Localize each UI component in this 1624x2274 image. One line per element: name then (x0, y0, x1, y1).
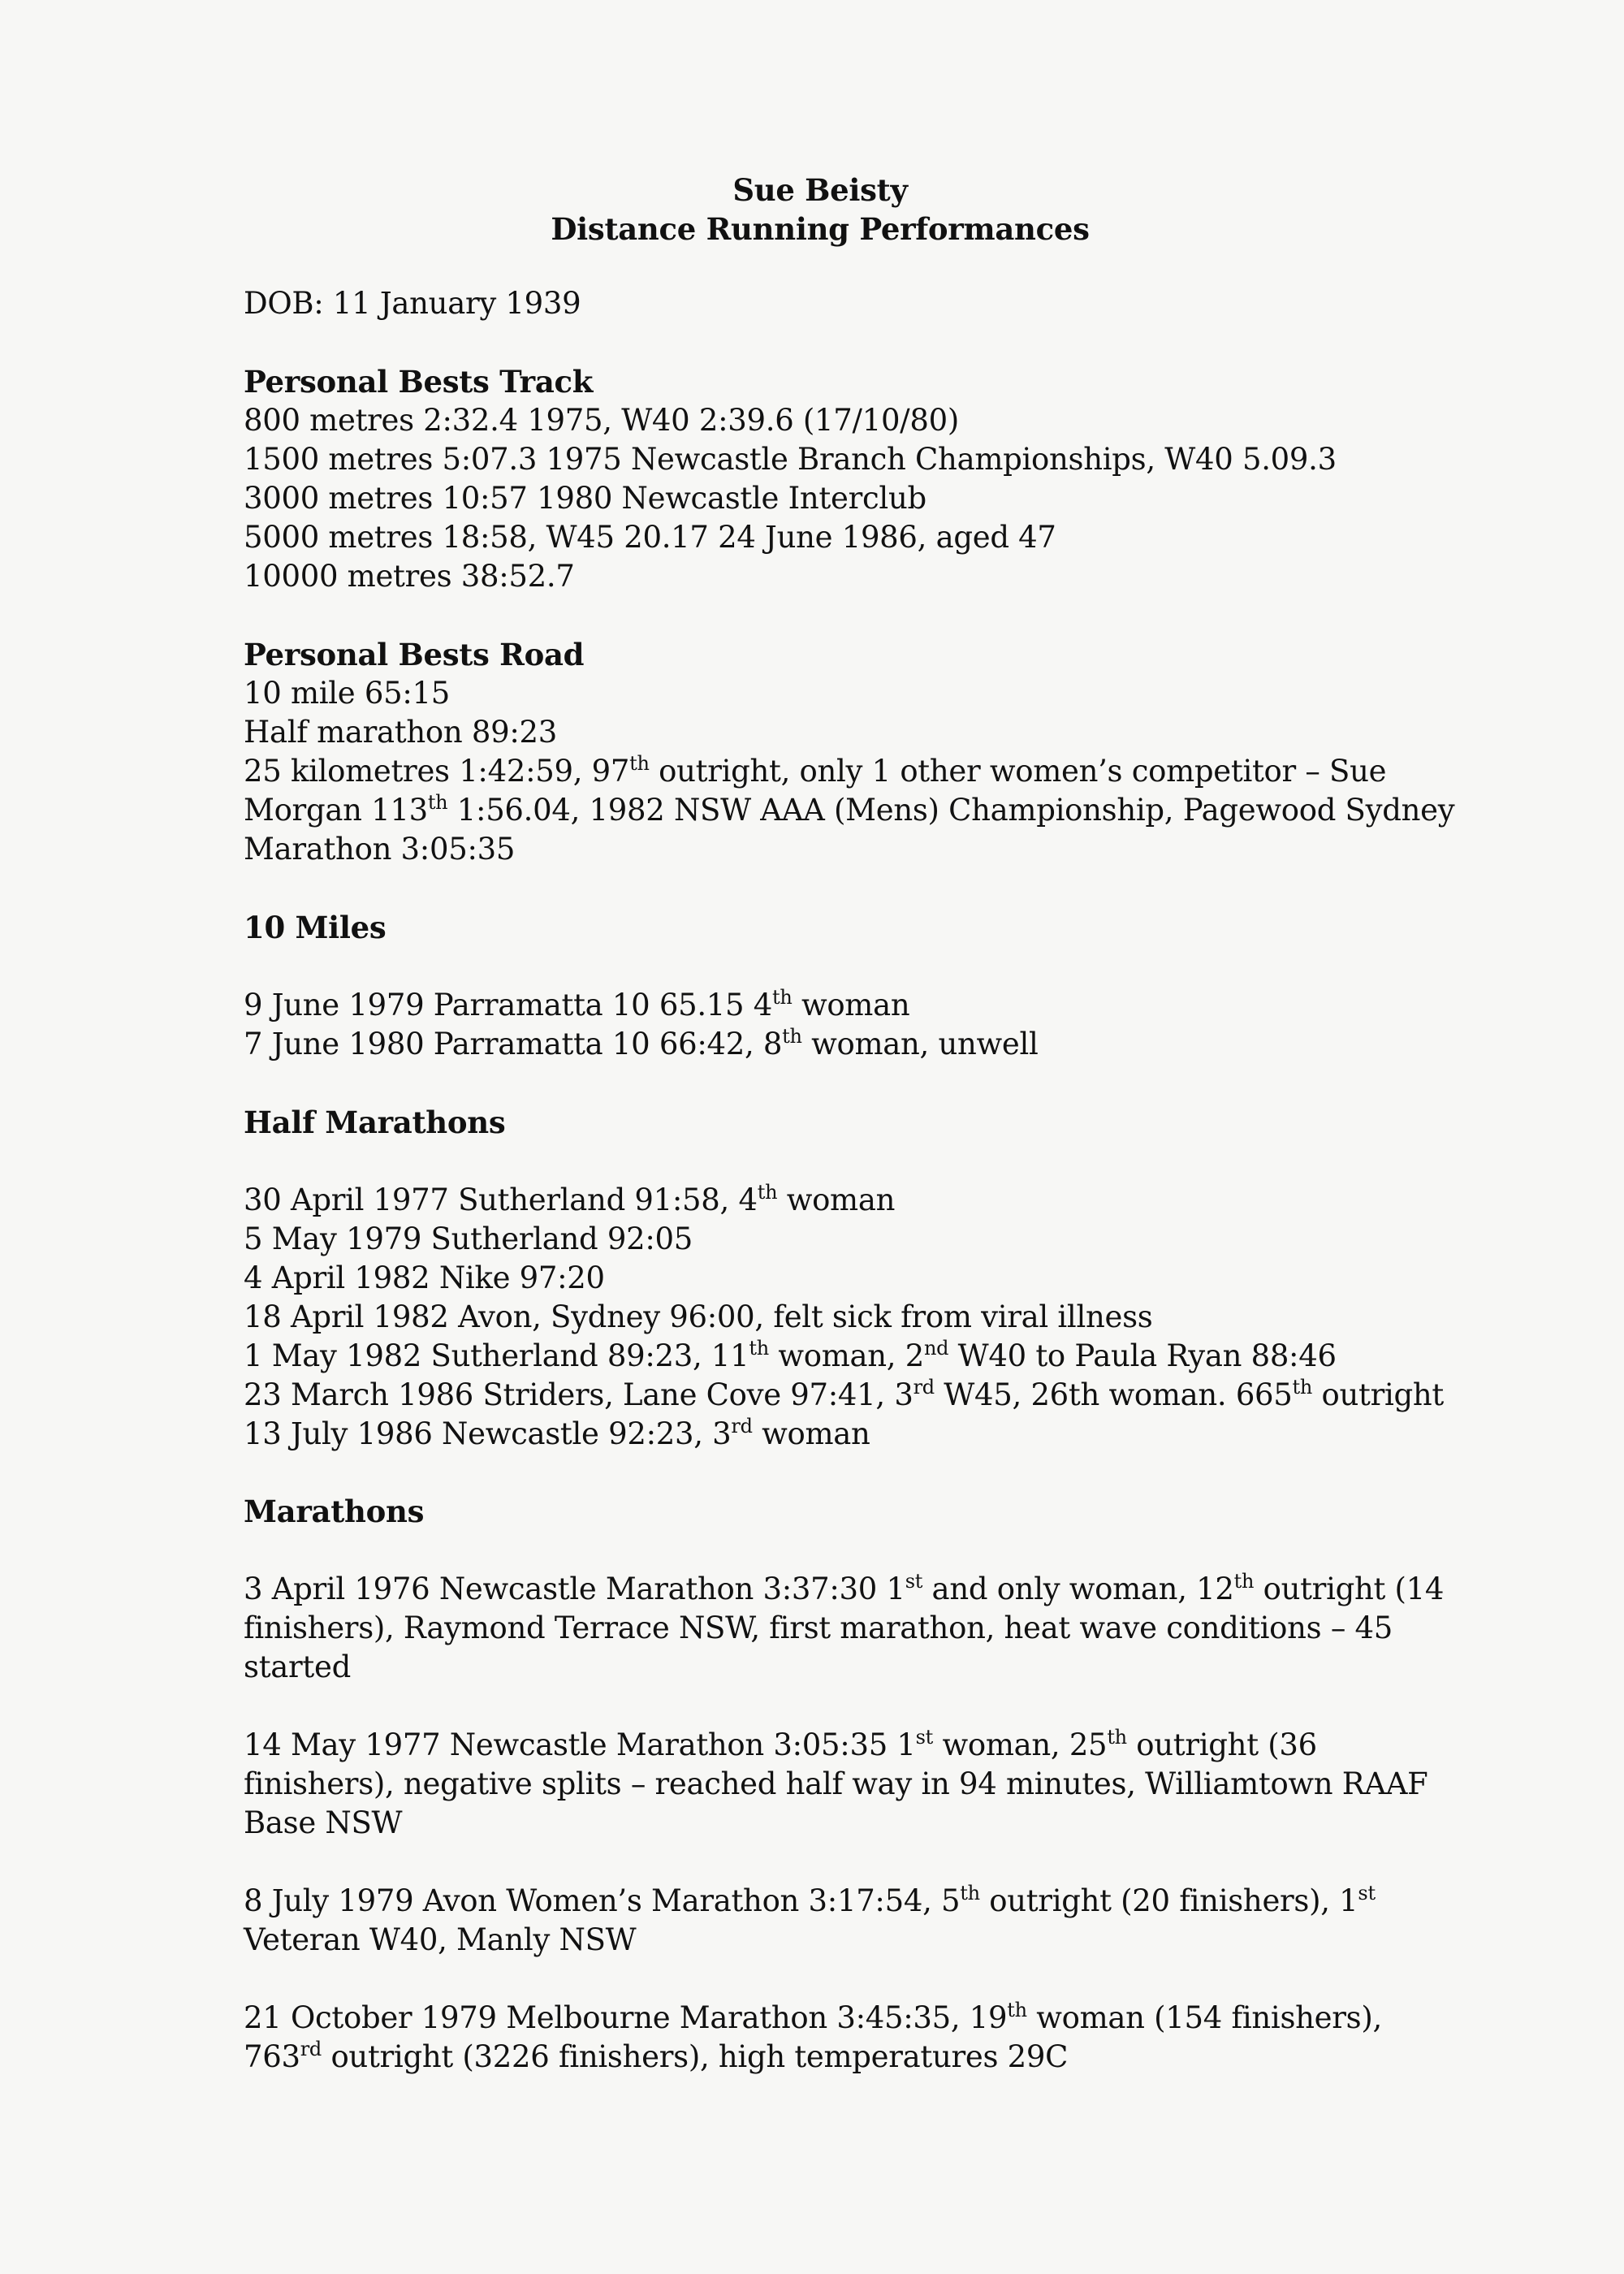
ten-mile-result: 9 June 1979 Parramatta 10 65.15 4th woman (244, 986, 910, 1022)
pb-track-line: 5000 metres 18:58, W45 20.17 24 June 1986, aged 47 (244, 520, 1056, 555)
pb-road-line: 25 kilometres 1:42:59, 97th outright, only 1 other women’s competitor – Sue (244, 752, 1387, 789)
marathon-entry: 14 May 1977 Newcastle Marathon 3:05:35 1st woman, 25th outright (36 finishers), negative splits – reached half way in 94 minutes, Williamtown RAAF Base NSW (244, 1726, 1428, 1840)
athlete-name: Sue Beisty (732, 172, 908, 208)
pb-track-line: 10000 metres 38:52.7 (244, 559, 575, 594)
pb-road-line: Morgan 113th 1:56.04, 1982 NSW AAA (Mens) Championship, Pagewood Sydney (244, 791, 1455, 828)
section-heading-marathons: Marathons (244, 1494, 425, 1529)
half-marathon-result: 30 April 1977 Sutherland 91:58, 4th woman (244, 1181, 896, 1217)
half-marathon-result: 13 July 1986 Newcastle 92:23, 3rd woman (244, 1415, 870, 1451)
section-heading-pb-track: Personal Bests Track (244, 364, 594, 400)
section-heading-pb-road: Personal Bests Road (244, 637, 585, 672)
half-marathon-result: 5 May 1979 Sutherland 92:05 (244, 1221, 693, 1256)
marathon-entry: 21 October 1979 Melbourne Marathon 3:45:35, 19th woman (154 finishers), 763rd outright (3226 finishers), high temperatures 29C (244, 1999, 1382, 2074)
document-title (0, 171, 1624, 249)
pb-track-line: 3000 metres 10:57 1980 Newcastle Interclub (244, 481, 926, 516)
marathon-entry: 3 April 1976 Newcastle Marathon 3:37:30 1st and only woman, 12th outright (14 finishers), Raymond Terrace NSW, first marathon, heat wave conditions – 45 started (244, 1570, 1445, 1684)
date-of-birth: DOB: 11 January 1939 (244, 286, 581, 321)
section-heading-half-marathons: Half Marathons (244, 1105, 506, 1140)
pb-track-line: 800 metres 2:32.4 1975, W40 2:39.6 (17/10/80) (244, 403, 959, 438)
half-marathon-result: 4 April 1982 Nike 97:20 (244, 1260, 605, 1295)
document-subtitle: Distance Running Performances (551, 211, 1090, 247)
pb-road-line: Marathon 3:05:35 (244, 832, 516, 867)
half-marathon-result: 23 March 1986 Striders, Lane Cove 97:41, 3rd W45, 26th woman. 665th outright (244, 1376, 1445, 1412)
section-heading-10-miles: 10 Miles (244, 910, 387, 945)
marathon-entry: 8 July 1979 Avon Women’s Marathon 3:17:54, 5th outright (20 finishers), 1st Veteran W40, Manly NSW (244, 1882, 1376, 1957)
ten-mile-result: 7 June 1980 Parramatta 10 66:42, 8th woman, unwell (244, 1025, 1039, 1061)
pb-road-line: Half marathon 89:23 (244, 715, 557, 750)
half-marathon-result: 1 May 1982 Sutherland 89:23, 11th woman, 2nd W40 to Paula Ryan 88:46 (244, 1337, 1337, 1373)
half-marathon-result: 18 April 1982 Avon, Sydney 96:00, felt sick from viral illness (244, 1299, 1153, 1334)
document-body (244, 284, 1455, 2077)
pb-track-line: 1500 metres 5:07.3 1975 Newcastle Branch Championships, W40 5.09.3 (244, 442, 1337, 477)
pb-road-line: 10 mile 65:15 (244, 676, 450, 711)
